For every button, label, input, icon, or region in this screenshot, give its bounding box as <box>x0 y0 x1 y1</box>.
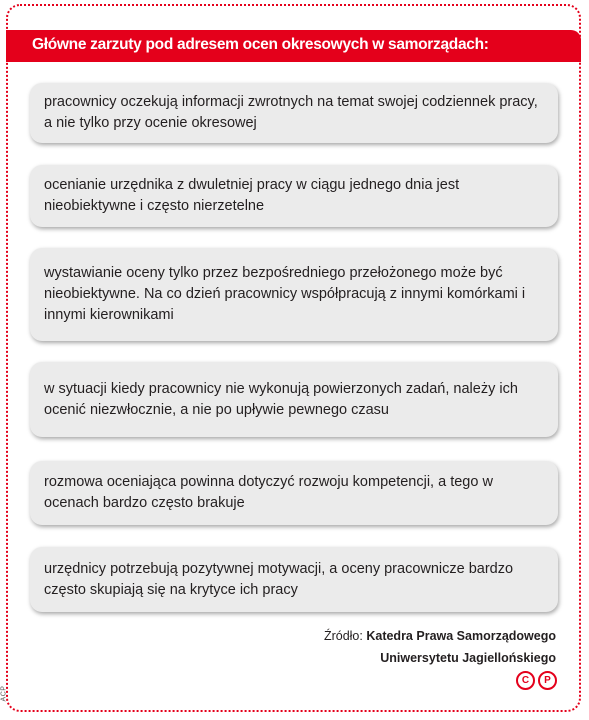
source-line-1: Katedra Prawa Samorządowego <box>366 629 556 643</box>
item-text: urzędnicy potrzebują pozytywnej motywacji, a oceny pracownicze bardzo często skupiają się na krytyce ich pracy <box>44 560 514 598</box>
source-credit <box>324 625 556 669</box>
item-card <box>30 165 558 227</box>
item-text: pracownicy oczekują informacji zwrotnych na temat swojej codziennek pracy, a nie tylko przy ocenie okresowej <box>44 94 538 131</box>
header-bar <box>6 30 581 62</box>
item-text: w sytuacji kiedy pracownicy nie wykonują powierzonych zadań, należy ich ocenić niezwłocznie, a nie po upływie pewnego czasu <box>44 380 518 418</box>
source-line-2: Uniwersytetu Jagiellońskiego <box>380 651 556 665</box>
item-card <box>30 461 558 525</box>
copyright-p-icon: P <box>538 671 557 690</box>
item-card <box>30 362 558 437</box>
side-mark: ACP <box>0 685 8 702</box>
item-card <box>30 83 558 143</box>
item-text: wystawianie oceny tylko przez bezpośredniego przełożonego może być nieobiektywne. Na co dzień pracownicy współpracują z innymi komórkami i innymi kierownikami <box>44 265 526 323</box>
item-text: ocenianie urzędnika z dwuletniej pracy w ciągu jednego dnia jest nieobiektywne i często nierzetelne <box>44 177 460 214</box>
source-label: Źródło: <box>323 629 363 643</box>
copyright-c-icon: C <box>516 671 535 690</box>
item-text: rozmowa oceniająca powinna dotyczyć rozwoju kompetencji, a tego w ocenach bardzo często brakuje <box>44 474 493 511</box>
copyright-logo <box>516 671 557 690</box>
item-card <box>30 547 558 612</box>
item-card <box>30 248 558 341</box>
header-title: Główne zarzuty pod adresem ocen okresowych w samorządach: <box>32 36 489 53</box>
